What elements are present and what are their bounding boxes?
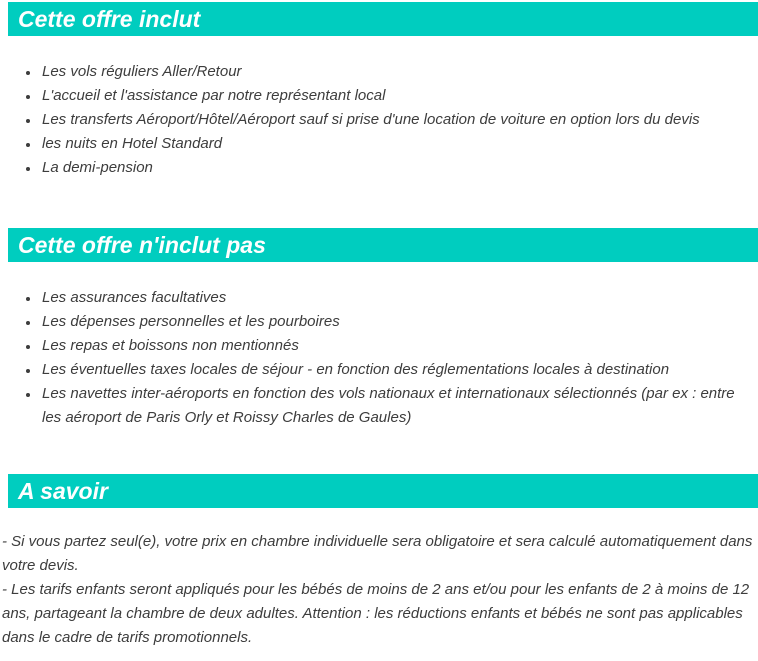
included-list (0, 60, 758, 180)
to-know-text (0, 530, 758, 650)
section-header-not-included (8, 228, 758, 262)
list-item: • La demi-pension (40, 156, 740, 180)
list-item: • Les assurances facultatives (40, 286, 740, 310)
section-title-not-included: Cette offre n'inclut pas (18, 231, 266, 258)
list-item: • les nuits en Hotel Standard (40, 132, 740, 156)
list-item: • Les dépenses personnelles et les pourboires (40, 310, 740, 334)
section-title-to-know: A savoir (18, 477, 108, 504)
section-header-to-know (8, 474, 758, 508)
list-item: • Les repas et boissons non mentionnés (40, 334, 740, 358)
info-paragraph: - Les tarifs enfants seront appliqués pour les bébés de moins de 2 ans et/ou pour les enfants de 2 à moins de 12 ans, partageant la chambre de deux adultes. Attention : les réductions enfants et bébés ne sont pas applicables dans le cadre de tarifs promotionnels. (2, 581, 750, 646)
list-item: • L'accueil et l'assistance par notre représentant local (40, 84, 740, 108)
list-item: • Les vols réguliers Aller/Retour (40, 60, 740, 84)
not-included-list (0, 286, 758, 430)
list-item: • Les transferts Aéroport/Hôtel/Aéroport sauf si prise d'une location de voiture en option lors du devis (40, 108, 740, 132)
offer-details-page (0, 2, 758, 661)
info-paragraph: - Si vous partez seul(e), votre prix en chambre individuelle sera obligatoire et sera calculé automatiquement dans votre devis. (2, 533, 753, 574)
list-item: • Les éventuelles taxes locales de séjour - en fonction des réglementations locales à destination (40, 358, 740, 382)
section-title-included: Cette offre inclut (18, 5, 201, 32)
section-header-included (8, 2, 758, 36)
list-item: • Les navettes inter-aéroports en fonction des vols nationaux et internationaux sélectionnés (par ex : entre les aéroport de Paris Orly et Roissy Charles de Gaules) (40, 382, 740, 430)
